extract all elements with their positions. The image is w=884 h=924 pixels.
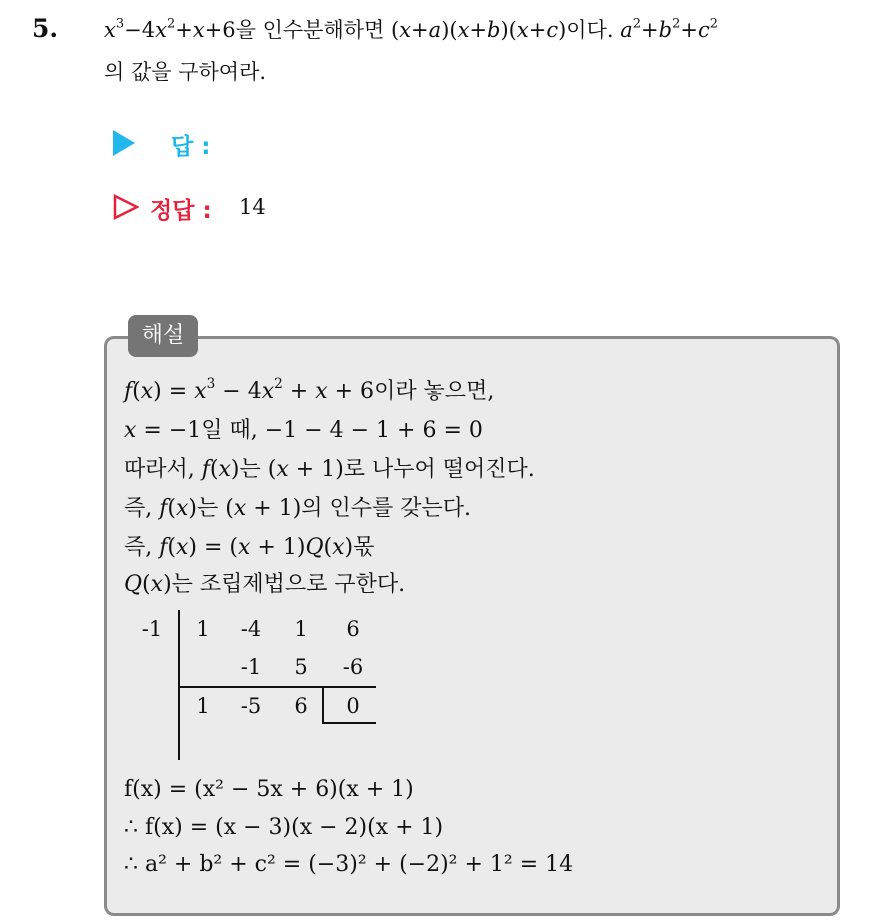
answer-label: 답 : — [171, 134, 211, 160]
synthetic-row2-cell: 5 — [294, 655, 308, 679]
solution-line-7: f(x) = (x² − 5x + 6)(x + 1) — [124, 777, 414, 802]
solution-line-8: ∴ f(x) = (x − 3)(x − 2)(x + 1) — [124, 815, 444, 840]
synthetic-row2-cell: -1 — [240, 655, 262, 679]
synthetic-row2-cell: -6 — [342, 655, 364, 679]
synthetic-row3-cell: 0 — [346, 694, 360, 718]
synthetic-horizontal-line — [178, 686, 376, 688]
outline-arrow-icon — [113, 194, 139, 220]
play-arrow-icon — [113, 130, 135, 156]
solution-line-6: Q(x)는 조립제법으로 구한다. — [124, 572, 406, 597]
remainder-box-left — [322, 686, 324, 724]
solution-line-3: 따라서, f(x)는 (x + 1)로 나누어 떨어진다. — [124, 457, 535, 482]
solution-tag: 해설 — [128, 315, 198, 357]
solution-line-9: ∴ a² + b² + c² = (−3)² + (−2)² + 1² = 14 — [124, 852, 574, 877]
solution-l4-b: 는 — [197, 496, 219, 521]
remainder-box-bottom — [322, 722, 376, 724]
solution-line-1: $f(x) = x^3 - 4x^2 + x + 6$이라 놓으면, — [124, 376, 495, 404]
solution-line-4: 즉, f(x)는 (x + 1)의 인수를 갖는다. — [124, 496, 472, 521]
solution-l6-b: 는 조립제법으로 구한다. — [171, 572, 406, 597]
solution-l2-text: 일 때, — [201, 418, 258, 443]
question-number: 5. — [32, 14, 59, 43]
solution-l5-a: 즉, — [124, 535, 153, 560]
solution-line-2: x = −1일 때, −1 − 4 − 1 + 6 = 0 — [124, 418, 483, 443]
synthetic-divisor: -1 — [141, 617, 163, 641]
question-text-line1: $x^3-4x^2+x+6$을 인수분해하면 (x+a)(x+b)(x+c)이다. $a^2+b^2+c^2$ — [104, 16, 719, 42]
synthetic-row3-cell: -5 — [240, 694, 262, 718]
synthetic-row1-cell: 6 — [346, 617, 360, 641]
solution-l3-b: 는 — [239, 457, 261, 482]
question-text-line2: 의 값을 구하여라. — [104, 60, 267, 84]
synthetic-row1-cell: 1 — [196, 617, 210, 641]
question-text-mid: 을 인수분해하면 — [235, 18, 385, 42]
solution-l1-text: 이라 놓으면, — [374, 379, 495, 404]
solution-l4-c: 의 인수를 갖는다. — [301, 496, 472, 521]
synthetic-row1-cell: 1 — [294, 617, 308, 641]
correct-answer-label: 정답 : — [150, 198, 212, 224]
synthetic-row3-cell: 1 — [196, 694, 210, 718]
correct-answer-value: 14 — [239, 195, 266, 219]
synthetic-vertical-line — [178, 610, 180, 760]
solution-l4-a: 즉, — [124, 496, 153, 521]
question-text-end: 이다. — [566, 18, 614, 42]
synthetic-row1-cell: -4 — [240, 617, 262, 641]
solution-line-5: 즉, f(x) = (x + 1)Q(x)몫 — [124, 535, 375, 560]
solution-l3-c: 로 나누어 떨어진다. — [343, 457, 535, 482]
solution-l3-a: 따라서, — [124, 457, 195, 482]
solution-l5-b: 몫 — [353, 535, 375, 560]
synthetic-row3-cell: 6 — [294, 694, 308, 718]
